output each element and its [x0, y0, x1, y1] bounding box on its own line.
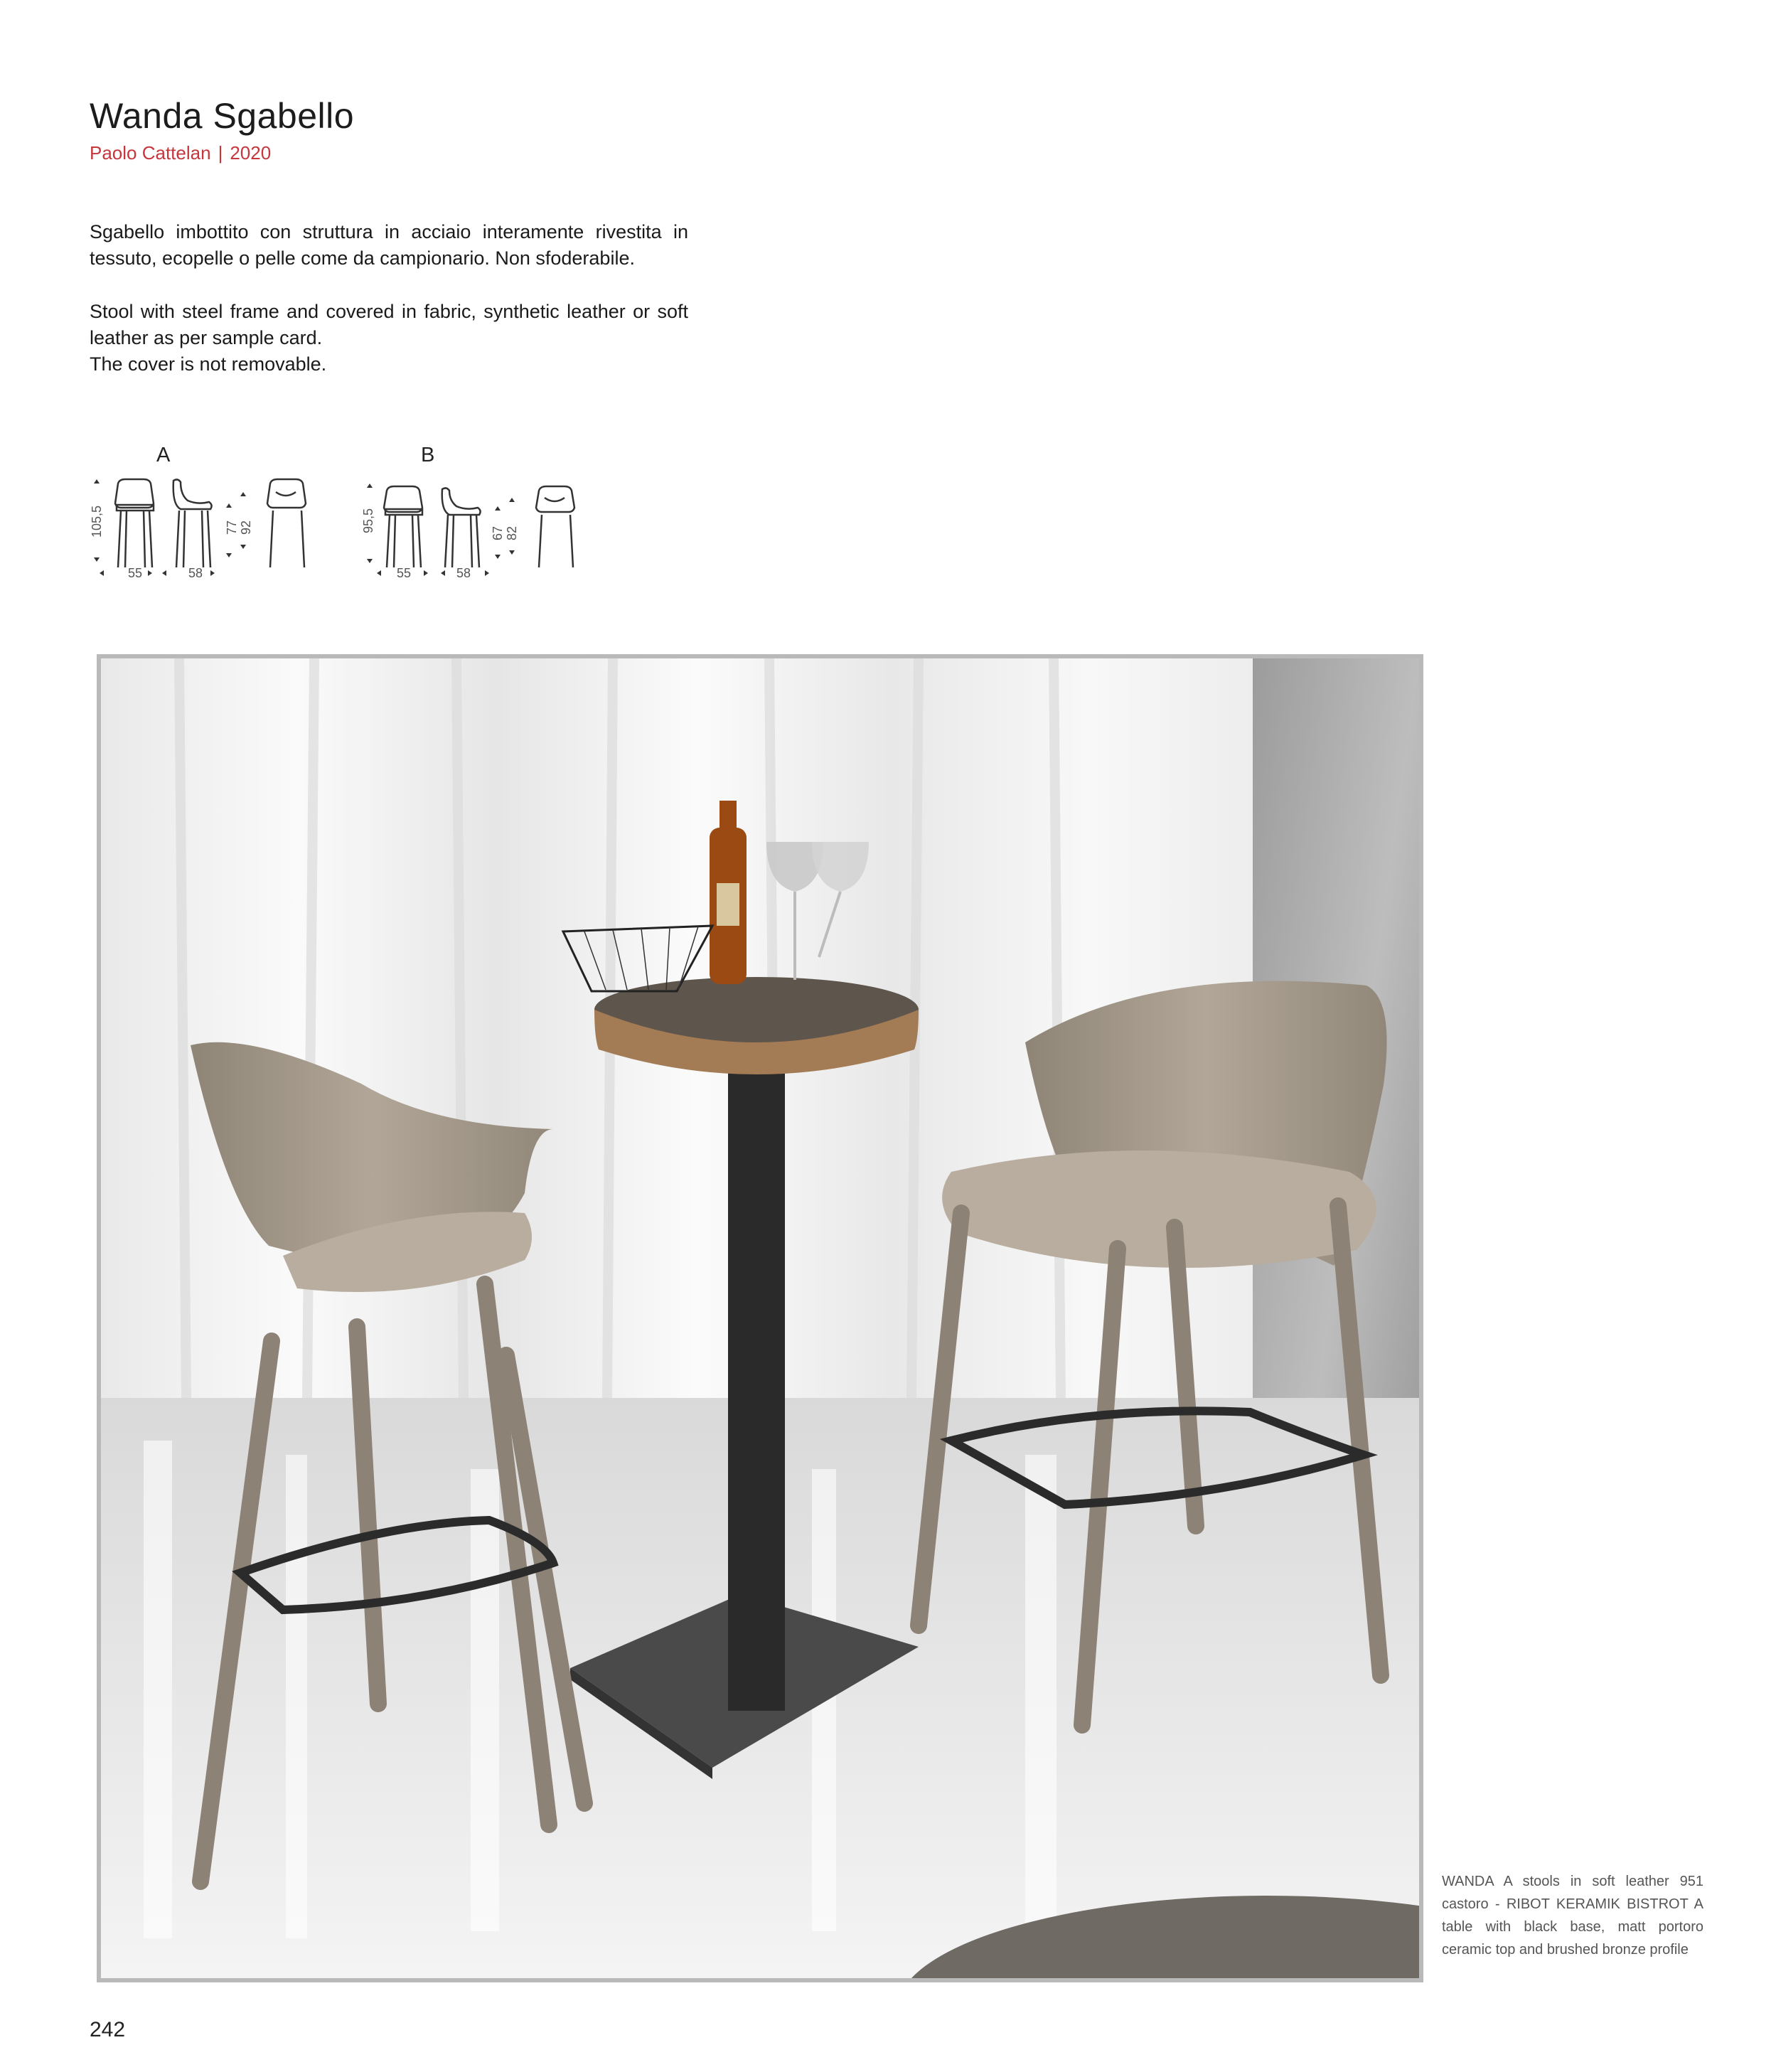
stool-front-icon: [384, 486, 422, 567]
variant-b-width: 55: [397, 566, 412, 580]
variant-b-drawings: [360, 476, 594, 576]
variant-a-width: 55: [128, 566, 143, 580]
stool-front-icon: [115, 479, 154, 567]
variant-a-arm-height: 92: [239, 520, 253, 535]
variant-b-arm-height: 82: [505, 525, 519, 540]
variant-a-depth: 58: [188, 566, 203, 580]
stool-back-icon: [267, 479, 306, 567]
page-title: Wanda Sgabello: [90, 96, 355, 136]
design-year: 2020: [230, 142, 272, 164]
variant-a-label: A: [156, 444, 171, 466]
variant-b-depth: 58: [456, 566, 471, 580]
variant-a-drawings: [90, 469, 324, 576]
stool-side-icon: [442, 488, 481, 567]
designer-line: [90, 142, 271, 164]
variant-a-total-height: 105,5: [90, 505, 104, 538]
variant-b-total-height: 95,5: [361, 508, 375, 533]
designer-name: Paolo Cattelan: [90, 142, 211, 164]
product-photo-illustration: [101, 658, 1419, 1978]
product-photo: [97, 654, 1423, 1982]
page-number: 242: [90, 2018, 126, 2041]
photo-caption: WANDA A stools in soft leather 951 castoro - RIBOT KERAMIK BISTROT A table with black base, matt portoro ceramic top and brushed bronze profile: [1442, 1874, 1703, 1958]
variant-a-seat-height: 77: [225, 520, 239, 535]
variant-b-seat-height: 67: [491, 525, 505, 540]
stool-side-icon: [173, 479, 212, 567]
stool-back-icon: [536, 486, 574, 567]
designer-separator: |: [218, 142, 223, 164]
description-english: Stool with steel frame and covered in fabric, synthetic leather or soft leather as per sample card. The cover is not removable.: [90, 301, 688, 375]
variant-b-label: B: [421, 444, 435, 466]
description-italian: Sgabello imbottito con struttura in acciaio interamente rivestita in tessuto, ecopelle o pelle come da campionario. Non sfoderabile.: [90, 221, 688, 269]
